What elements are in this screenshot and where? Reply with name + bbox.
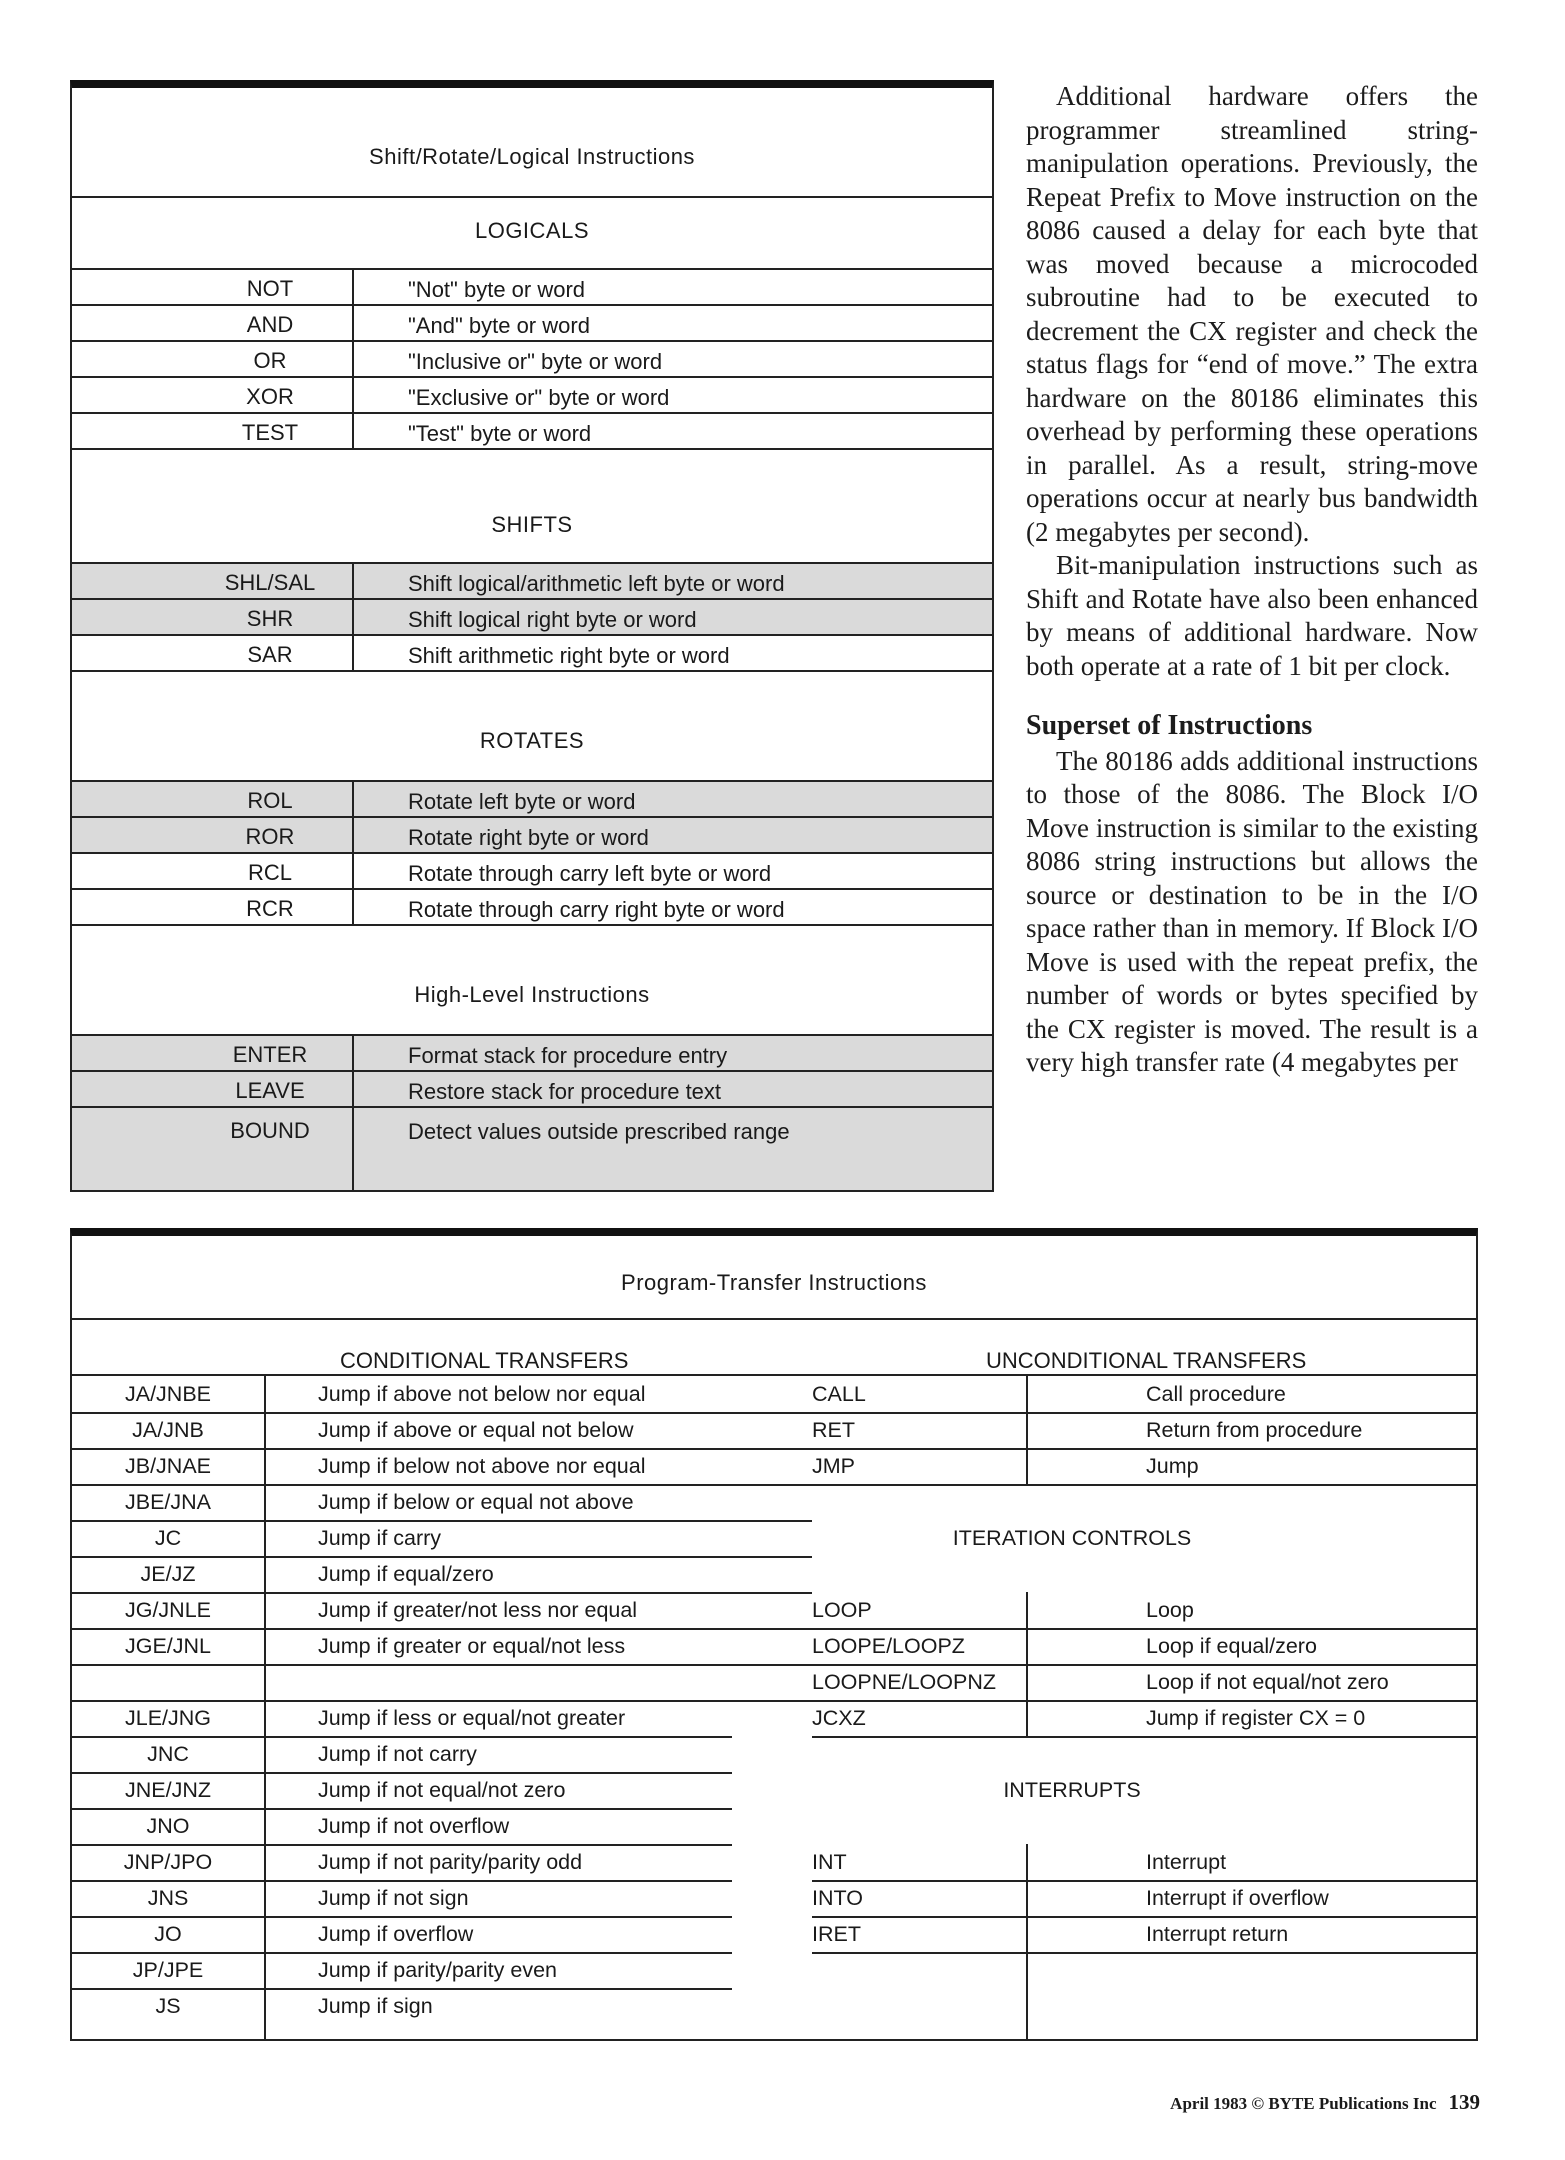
conditional-description: Jump if carry	[318, 1526, 442, 1550]
table2-rule	[72, 1318, 1476, 1320]
opcode: ENTER	[232, 1042, 308, 1067]
conditional-opcode: JNC	[147, 1742, 189, 1766]
conditional-opcode: JNE/JNZ	[125, 1778, 211, 1802]
row-rule	[72, 1700, 812, 1702]
row-rule	[72, 1448, 812, 1450]
table-row	[72, 342, 992, 378]
interrupts-opcode: INTO	[812, 1886, 863, 1910]
section-heading-shifts: SHIFTS	[491, 512, 573, 537]
conditional-opcode: JS	[155, 1994, 181, 2018]
row-rule	[72, 1772, 732, 1774]
column-divider	[1026, 1844, 1028, 1952]
opcode: TEST	[241, 420, 299, 445]
row-rule	[812, 1952, 1476, 1954]
iteration-description: Jump if register CX = 0	[1146, 1706, 1366, 1730]
page-footer	[1150, 2090, 1480, 2115]
opcode: SHL/SAL	[224, 570, 316, 595]
unconditional-description: Jump	[1146, 1454, 1199, 1478]
iteration-opcode: LOOPNE/LOOPNZ	[812, 1670, 996, 1694]
table-row	[72, 1036, 992, 1072]
conditional-opcode: JLE/JNG	[124, 1706, 212, 1730]
column-divider	[1026, 1376, 1028, 1484]
table-row	[72, 818, 992, 854]
unconditional-opcode: RET	[812, 1418, 855, 1442]
row-rule	[72, 1880, 732, 1882]
row-rule	[812, 1448, 1476, 1450]
iteration-description: Loop	[1146, 1598, 1194, 1622]
opcode: LEAVE	[235, 1078, 305, 1103]
iteration-opcode: JCXZ	[812, 1706, 866, 1730]
opcode-description: "Test" byte or word	[408, 421, 592, 446]
opcode-description: Restore stack for procedure text	[408, 1079, 722, 1104]
row-rule	[72, 1592, 812, 1594]
unconditional-opcode: CALL	[812, 1382, 866, 1406]
conditional-description: Jump if above or equal not below	[318, 1418, 634, 1442]
section-heading: Superset of Instructions	[1026, 710, 1313, 741]
opcode-description: Detect values outside prescribed range	[408, 1119, 790, 1144]
footer-credit: April 1983 © BYTE Publications Inc	[1170, 2094, 1437, 2113]
column-divider	[264, 1376, 266, 2041]
article-text	[1026, 80, 1478, 1080]
table2-title: Program-Transfer Instructions	[621, 1270, 927, 1295]
conditional-description: Jump if below or equal not above	[318, 1490, 634, 1514]
conditional-description: Jump if below not above nor equal	[318, 1454, 646, 1478]
interrupts-description: Interrupt	[1146, 1850, 1227, 1874]
section-heading-high-level: High-Level Instructions	[414, 982, 650, 1007]
opcode-description: "Not" byte or word	[408, 277, 586, 302]
opcode: ROR	[245, 824, 295, 849]
column-divider	[352, 1036, 354, 1190]
page-number: 139	[1448, 2090, 1480, 2114]
conditional-description: Jump if overflow	[318, 1922, 474, 1946]
conditional-description: Jump if equal/zero	[318, 1562, 494, 1586]
conditional-opcode: JA/JNB	[132, 1418, 204, 1442]
unconditional-header: UNCONDITIONAL TRANSFERS	[986, 1348, 1307, 1373]
conditional-description: Jump if not carry	[318, 1742, 477, 1766]
opcode-description: Rotate through carry right byte or word	[408, 897, 785, 922]
interrupts-opcode: IRET	[812, 1922, 861, 1946]
table-row	[72, 378, 992, 414]
row-rule	[72, 1520, 812, 1522]
row-rule	[812, 1664, 1476, 1666]
conditional-description: Jump if not equal/not zero	[318, 1778, 566, 1802]
conditional-description: Jump if parity/parity even	[318, 1958, 557, 1982]
program-transfer-table	[70, 1228, 1478, 2041]
row-rule	[812, 1412, 1476, 1414]
conditional-opcode: JO	[154, 1922, 182, 1946]
conditional-opcode: JE/JZ	[140, 1562, 196, 1586]
column-divider	[1026, 1592, 1028, 1736]
column-divider	[1026, 1952, 1028, 2041]
unconditional-description: Call procedure	[1146, 1382, 1286, 1406]
interrupts-description: Interrupt return	[1146, 1922, 1289, 1946]
opcode: ROL	[247, 788, 293, 813]
interrupts-header: INTERRUPTS	[1003, 1778, 1141, 1802]
opcode-description: Rotate left byte or word	[408, 789, 636, 814]
table1-rule	[72, 196, 992, 198]
row-rule	[812, 1880, 1476, 1882]
opcode-description: "Exclusive or" byte or word	[408, 385, 670, 410]
row-rule	[812, 1916, 1476, 1918]
table1-title: Shift/Rotate/Logical Instructions	[369, 144, 695, 169]
conditional-opcode: JG/JNLE	[124, 1598, 212, 1622]
row-rule	[72, 1916, 732, 1918]
conditional-opcode: JNP/JPO	[123, 1850, 213, 1874]
column-divider	[352, 564, 354, 672]
row-rule	[72, 1736, 732, 1738]
section-heading-logicals: LOGICALS	[474, 218, 590, 243]
table-row	[72, 270, 992, 306]
table-row	[72, 600, 992, 636]
row-rule	[72, 1952, 732, 1954]
row-rule	[72, 1556, 812, 1558]
paragraph: Additional hardware offers the programmer streamlined string-manipulation operations. Previously, the Repeat Prefix to Move instruction on the 8086 caused a delay for each byte that was moved because a microcoded subroutine had to be executed to decrement the CX register and check the status flags for “end of move.” The extra hardware on the 80186 eliminates this overhead by performing these operations in parallel. As a result, string-move operations occur at nearly bus bandwidth (2 megabytes per second).	[1026, 81, 1478, 547]
row-rule	[812, 1700, 1476, 1702]
opcode: RCL	[247, 860, 292, 885]
row-rule	[812, 1484, 1476, 1486]
table-row	[72, 636, 992, 672]
opcode-description: Rotate right byte or word	[408, 825, 649, 850]
conditional-description: Jump if greater/not less nor equal	[318, 1598, 638, 1622]
conditional-header: CONDITIONAL TRANSFERS	[340, 1348, 629, 1373]
column-divider	[352, 782, 354, 926]
opcode-description: "Inclusive or" byte or word	[408, 349, 663, 374]
row-rule	[72, 1628, 812, 1630]
table2-rule	[72, 1374, 1476, 1376]
opcode: XOR	[246, 384, 294, 409]
row-rule	[72, 1844, 732, 1846]
iteration-description: Loop if not equal/not zero	[1146, 1670, 1389, 1694]
opcode: NOT	[246, 276, 294, 301]
iteration-description: Loop if equal/zero	[1146, 1634, 1317, 1658]
row-rule	[812, 1736, 1476, 1738]
conditional-description: Jump if sign	[318, 1994, 433, 2018]
opcode: BOUND	[230, 1118, 310, 1143]
table-row	[72, 414, 992, 450]
opcode-description: Shift arithmetic right byte or word	[408, 643, 730, 668]
shift-rotate-logical-table	[70, 80, 994, 1192]
opcode: AND	[246, 312, 294, 337]
row-rule	[72, 1484, 812, 1486]
iteration-opcode: LOOP	[812, 1598, 872, 1622]
row-rule	[72, 1808, 732, 1810]
conditional-description: Jump if not sign	[318, 1886, 469, 1910]
opcode-description: Format stack for procedure entry	[408, 1043, 728, 1068]
conditional-description: Jump if not parity/parity odd	[318, 1850, 583, 1874]
unconditional-opcode: JMP	[812, 1454, 855, 1478]
conditional-description: Jump if not overflow	[318, 1814, 510, 1838]
opcode-description: Rotate through carry left byte or word	[408, 861, 772, 886]
conditional-description: Jump if above not below nor equal	[318, 1382, 646, 1406]
section-heading-rotates: ROTATES	[479, 728, 585, 753]
paragraph: Bit-manipulation instructions such as Shift and Rotate have also been enhanced by means of additional hardware. Now both operate at a rate of 1 bit per clock.	[1026, 550, 1478, 681]
row-rule	[72, 1664, 812, 1666]
conditional-opcode: JGE/JNL	[124, 1634, 212, 1658]
table-row	[72, 564, 992, 600]
conditional-opcode: JC	[154, 1526, 182, 1550]
opcode: SHR	[246, 606, 294, 631]
iteration-opcode: LOOPE/LOOPZ	[812, 1634, 965, 1658]
row-rule	[72, 1412, 812, 1414]
table-row	[72, 306, 992, 342]
table-row	[72, 854, 992, 890]
opcode-description: Shift logical right byte or word	[408, 607, 697, 632]
conditional-opcode: JP/JPE	[132, 1958, 204, 1982]
table-row	[72, 890, 992, 926]
opcode: SAR	[247, 642, 293, 667]
conditional-opcode: JA/JNBE	[124, 1382, 212, 1406]
interrupts-opcode: INT	[812, 1850, 847, 1874]
row-rule	[812, 1628, 1476, 1630]
interrupts-description: Interrupt if overflow	[1146, 1886, 1329, 1910]
unconditional-description: Return from procedure	[1146, 1418, 1363, 1442]
conditional-opcode: JNO	[146, 1814, 190, 1838]
column-divider	[352, 270, 354, 450]
opcode: OR	[253, 348, 287, 373]
conditional-opcode: JNS	[147, 1886, 189, 1910]
opcode: RCR	[246, 896, 294, 921]
opcode-description: "And" byte or word	[408, 313, 590, 338]
iteration-header: ITERATION CONTROLS	[952, 1526, 1192, 1550]
conditional-description: Jump if less or equal/not greater	[318, 1706, 626, 1730]
conditional-opcode: JBE/JNA	[124, 1490, 212, 1514]
table-row	[72, 782, 992, 818]
table-row	[72, 1108, 992, 1190]
opcode-description: Shift logical/arithmetic left byte or word	[408, 571, 785, 596]
conditional-description: Jump if greater or equal/not less	[318, 1634, 626, 1658]
row-rule	[72, 1988, 732, 1990]
table-row	[72, 1072, 992, 1108]
conditional-opcode: JB/JNAE	[124, 1454, 212, 1478]
paragraph: The 80186 adds additional instructions to those of the 8086. The Block I/O Move instruction is similar to the existing 8086 string instructions but allows the source or destination to be in the I/O space rather than in memory. If Block I/O Move is used with the repeat prefix, the number of words or bytes specified by the CX register is moved. The result is a very high transfer rate (4 megabytes per	[1026, 745, 1478, 1077]
